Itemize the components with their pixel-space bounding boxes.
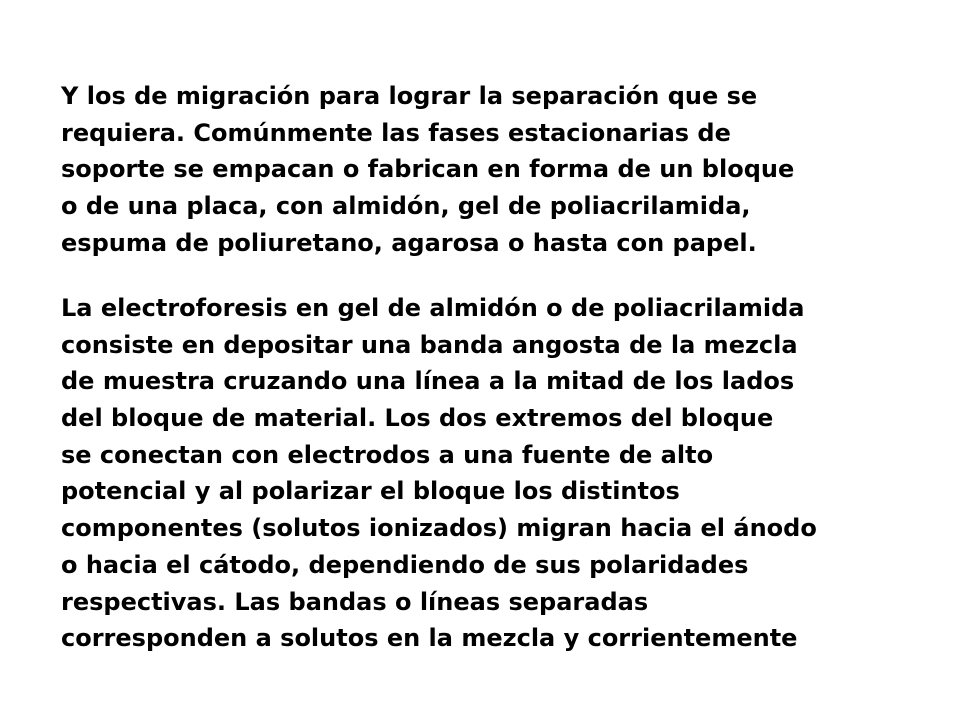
text-line: o de una placa, con almidón, gel de poliacrilamida, — [61, 192, 751, 221]
text-line: componentes (solutos ionizados) migran hacia el ánodo — [61, 514, 817, 543]
text-line: consiste en depositar una banda angosta de la mezcla — [61, 330, 798, 359]
text-line: respectivas. Las bandas o líneas separadas — [61, 587, 649, 616]
text-line: requiera. Comúnmente las fases estacionarias de — [61, 118, 731, 147]
text-line: potencial y al polarizar el bloque los distintos — [61, 477, 680, 506]
text-line: Y los de migración para lograr la separación que se — [61, 82, 758, 110]
text-line: de muestra cruzando una línea a la mitad de los lados — [61, 367, 795, 396]
text-line: corresponden a solutos en la mezcla y corrientemente — [61, 624, 798, 653]
text-line: o hacia el cátodo, dependiendo de sus polaridades — [61, 550, 749, 579]
text-line: soporte se empacan o fabrican en forma de un bloque — [61, 155, 795, 184]
text-line: espuma de poliuretano, agarosa o hasta con papel. — [61, 228, 757, 257]
text-line: del bloque de material. Los dos extremos del bloque — [61, 404, 774, 433]
text-line: se conectan con electrodos a una fuente de alto — [61, 440, 714, 469]
paragraph-2 — [61, 290, 921, 657]
text-line: La electroforesis en gel de almidón o de poliacrilamida — [61, 294, 805, 322]
paragraph-1 — [61, 78, 921, 261]
